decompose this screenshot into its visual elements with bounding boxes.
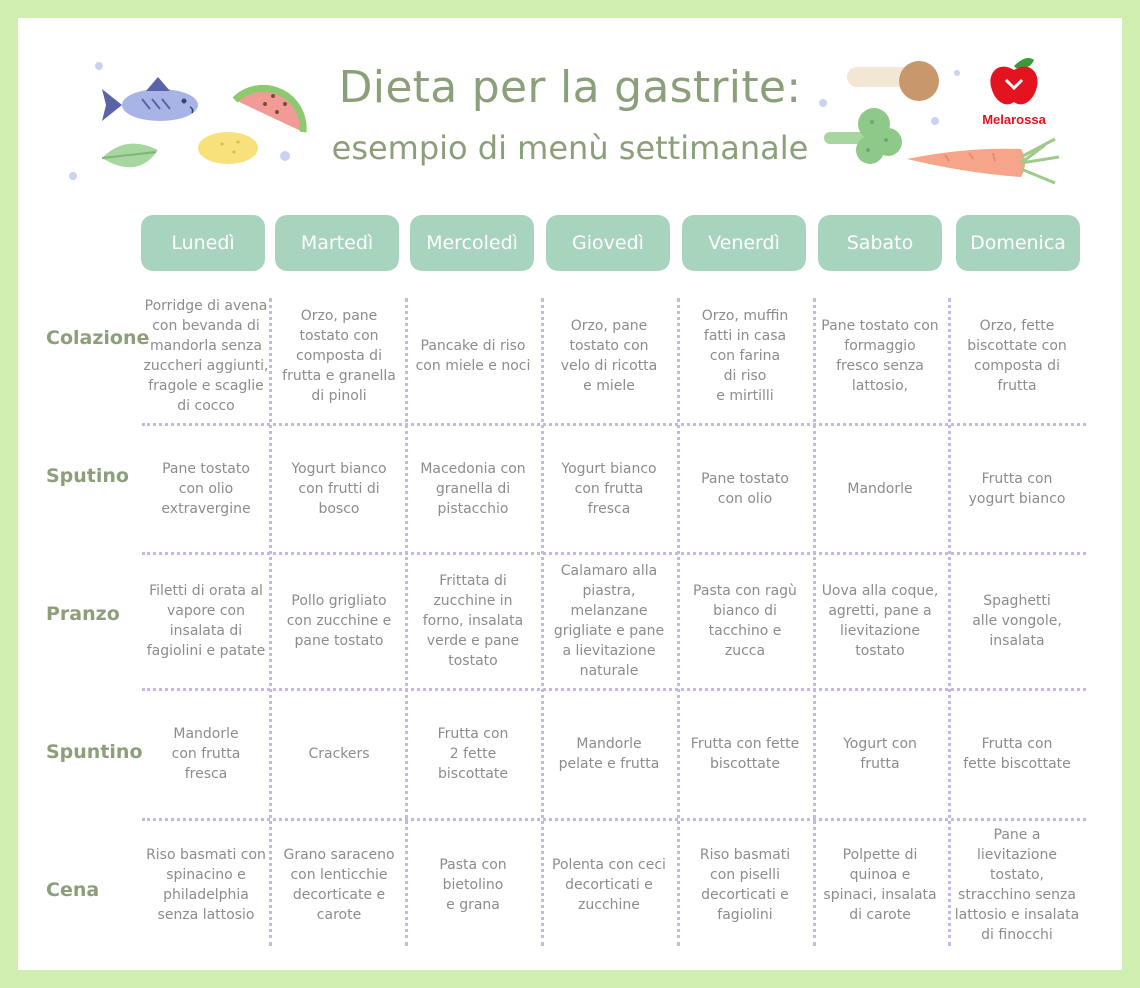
menu-cell: Pane tostato con olio xyxy=(701,471,789,507)
row-divider xyxy=(142,688,1086,691)
menu-cell: Pane a lievitazione tostato, stracchino senza lattosio e insalata di finocchi xyxy=(954,827,1080,943)
brand-name: Melarossa xyxy=(982,112,1046,127)
menu-cell: Uova alla coque, agretti, pane a lievitazione tostato xyxy=(821,583,939,659)
day-header-sabato: Sabato xyxy=(818,215,942,271)
day-header-lunedi: Lunedì xyxy=(141,215,265,271)
menu-cell: Calamaro alla piastra, melanzane grigliate e pane a lievitazione naturale xyxy=(553,563,665,679)
menu-cell: Polpette di quinoa e spinaci, insalata di carote xyxy=(823,847,937,923)
menu-cell: Pasta con bietolino e grana xyxy=(439,857,507,913)
menu-cell: Mandorle con frutta fresca xyxy=(171,726,241,782)
menu-cell: Pasta con ragù bianco di tacchino e zucca xyxy=(693,583,797,659)
menu-cell: Frutta con fette biscottate xyxy=(690,736,800,772)
menu-cell: Frutta con yogurt bianco xyxy=(968,471,1066,507)
row-divider xyxy=(142,552,1086,555)
row-divider xyxy=(142,423,1086,426)
meal-label-pranzo: Pranzo xyxy=(46,603,120,625)
day-header-martedi: Martedì xyxy=(275,215,399,271)
meal-label-colazione: Colazione xyxy=(46,327,150,349)
menu-cell: Yogurt bianco con frutta fresca xyxy=(561,461,657,517)
menu-cell: Riso basmati con piselli decorticati e fagiolini xyxy=(699,847,791,923)
menu-cell: Macedonia con granella di pistacchio xyxy=(420,461,526,517)
menu-cell: Filetti di orata al vapore con insalata di fagiolini e patate xyxy=(146,583,266,659)
menu-cell: Mandorle pelate e frutta xyxy=(558,736,660,772)
page-subtitle: esempio di menù settimanale xyxy=(331,129,809,167)
broccoli-icon xyxy=(820,98,910,178)
meal-label-sputino: Sputino xyxy=(46,465,129,487)
menu-cell: Frutta con fette biscottate xyxy=(963,736,1071,772)
menu-cell: Grano saraceno con lenticchie decorticate e carote xyxy=(283,847,395,923)
menu-cell: Yogurt con frutta xyxy=(843,736,917,772)
menu-cell: Pollo grigliato con zucchine e pane tostato xyxy=(286,593,392,649)
day-header-domenica: Domenica xyxy=(956,215,1080,271)
brand-logo xyxy=(976,52,1052,132)
meal-label-cena: Cena xyxy=(46,879,100,901)
menu-cell: Mandorle xyxy=(847,481,913,497)
menu-cell: Pane tostato con olio extravergine xyxy=(161,461,251,517)
meal-label-spuntino: Spuntino xyxy=(46,741,143,763)
menu-cell: Orzo, muffin fatti in casa con farina di riso e mirtilli xyxy=(701,308,789,404)
menu-cell: Pane tostato con formaggio fresco senza lattosio, xyxy=(821,318,939,394)
day-header-giovedi: Giovedì xyxy=(546,215,670,271)
menu-cell: Frittata di zucchine in forno, insalata verde e pane tostato xyxy=(422,573,524,669)
menu-cell: Orzo, pane tostato con composta di frutta e granella di pinoli xyxy=(282,308,396,404)
menu-cell: Polenta con ceci decorticati e zucchine xyxy=(552,857,666,913)
menu-cell: Pancake di riso con miele e noci xyxy=(415,338,531,374)
lemon-icon xyxy=(192,126,264,170)
menu-cell: Crackers xyxy=(308,746,370,762)
carrot-icon xyxy=(905,135,1065,195)
menu-cell: Yogurt bianco con frutti di bosco xyxy=(291,461,387,517)
page-title: Dieta per la gastrite: xyxy=(338,62,802,113)
day-header-venerdi: Venerdì xyxy=(682,215,806,271)
menu-cell: Spaghetti alle vongole, insalata xyxy=(972,593,1062,649)
apple-logo-icon xyxy=(976,52,1052,110)
menu-cell: Riso basmati con spinacino e philadelphia senza lattosio xyxy=(146,847,266,923)
menu-cell: Frutta con 2 fette biscottate xyxy=(437,726,509,782)
menu-cell: Orzo, pane tostato con velo di ricotta e miele xyxy=(560,318,658,394)
column-divider xyxy=(948,298,951,946)
day-header-mercoledi: Mercoledì xyxy=(410,215,534,271)
row-divider xyxy=(142,818,1086,821)
leaf-icon xyxy=(98,132,168,182)
menu-cell: Porridge di avena con bevanda di mandorla senza zuccheri aggiunti, fragole e scaglie di cocco xyxy=(143,298,269,414)
menu-cell: Orzo, fette biscottate con composta di frutta xyxy=(967,318,1067,394)
